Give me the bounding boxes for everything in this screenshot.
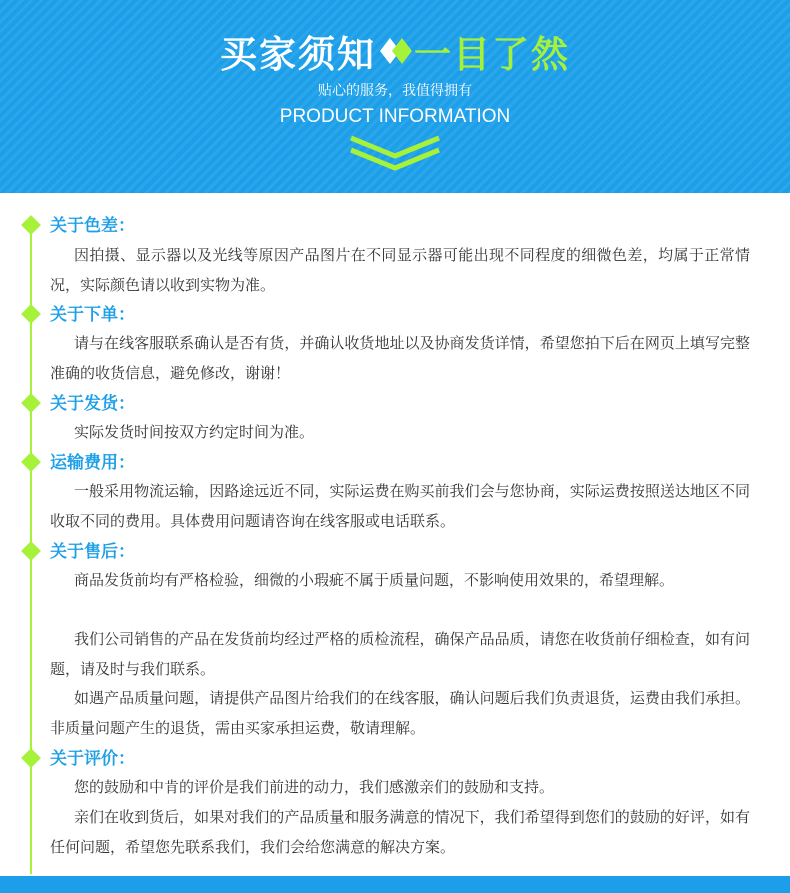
section-paragraph: 因拍摄、显示器以及光线等原因产品图片在不同显示器可能出现不同程度的细微色差，均属于正常情况，实际颜色请以收到实物为准。 xyxy=(50,246,750,294)
section-heading-color-diff: 关于色差： xyxy=(50,216,135,236)
subtitle: 贴心的服务，我值得拥有 xyxy=(318,83,472,99)
section-paragraph: 请与在线客服联系确认是否有货，并确认收货地址以及协商发货详情，希望您拍下后在网页上填写完整准确的收货信息，避免修改，谢谢！ xyxy=(50,334,750,382)
title-left: 买家须知 xyxy=(220,33,376,76)
section-paragraph: 商品发货前均有严格检验，细微的小瑕疵不属于质量问题，不影响使用效果的，希望理解。 xyxy=(74,571,675,589)
section-paragraph: 我们公司销售的产品在发货前均经过严格的质检流程，确保产品品质，请您在收货前仔细检查，如有问题，请及时与我们联系。 xyxy=(50,630,750,678)
page-title xyxy=(0,24,790,78)
section-heading-freight: 运输费用： xyxy=(50,453,135,473)
title-right: 一目了然 xyxy=(414,33,570,76)
section-paragraph: 如遇产品质量问题，请提供产品图片给我们的在线客服，确认问题后我们负责退货，运费由我们承担。非质量问题产生的退货，需由买家承担运费，敬请理解。 xyxy=(50,689,750,737)
footer-bar xyxy=(0,876,790,893)
double-chevron-down-icon xyxy=(345,134,445,174)
section-paragraph: 一般采用物流运输，因路途远近不同，实际运费在购买前我们会与您协商，实际运费按照送达地区不同收取不同的费用。具体费用问题请咨询在线客服或电话联系。 xyxy=(50,482,750,530)
english-title: PRODUCT INFORMATION xyxy=(279,106,511,127)
section-heading-shipping: 关于发货： xyxy=(50,394,135,414)
section-paragraph: 亲们在收到货后，如果对我们的产品质量和服务满意的情况下，我们希望得到您们的鼓励的好评，如有任何问题，希望您先联系我们，我们会给您满意的解决方案。 xyxy=(50,808,750,856)
section-marker-icon xyxy=(21,393,41,413)
section-paragraph: 实际发货时间按双方约定时间为准。 xyxy=(74,423,315,441)
section-marker-icon xyxy=(21,215,41,235)
section-heading-after-sales: 关于售后： xyxy=(50,542,135,562)
section-heading-ordering: 关于下单： xyxy=(50,305,135,325)
section-marker-icon xyxy=(21,541,41,561)
header-banner xyxy=(0,0,790,193)
section-heading-reviews: 关于评价： xyxy=(50,749,135,769)
section-paragraph: 您的鼓励和中肯的评价是我们前进的动力，我们感激亲们的鼓励和支持。 xyxy=(74,778,555,796)
section-marker-icon xyxy=(21,748,41,768)
arrow-diamond-icon xyxy=(378,32,412,70)
section-marker-icon xyxy=(21,304,41,324)
section-marker-icon xyxy=(21,452,41,472)
